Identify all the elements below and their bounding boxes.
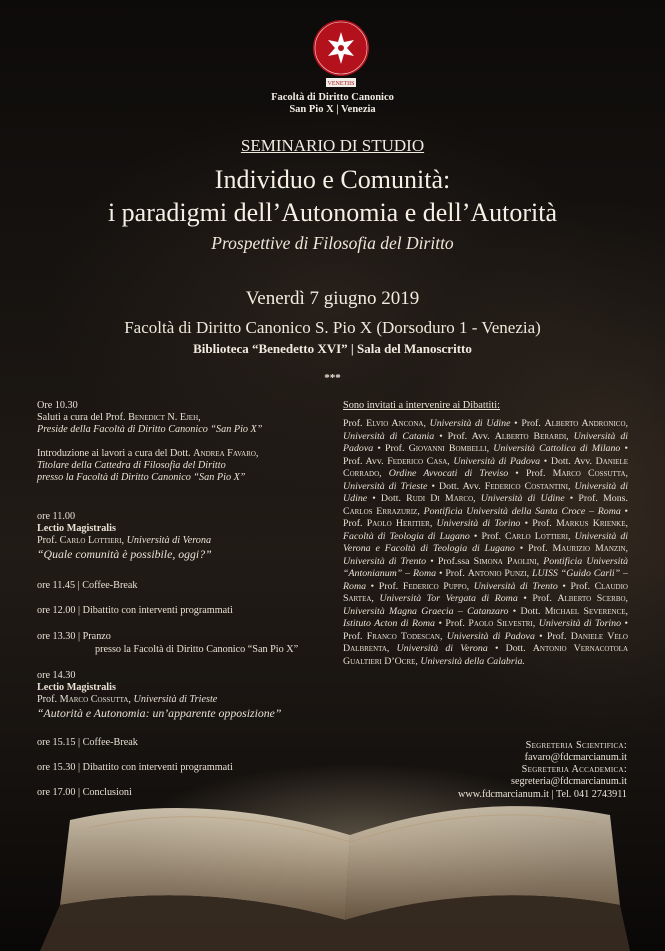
invitee-affiliation: Università di Udine bbox=[480, 493, 565, 504]
invitee-title: Prof. Avv. bbox=[343, 455, 388, 467]
program-greetings bbox=[37, 412, 201, 424]
program-debate: ore 15.30 | Dibattito con interventi programmati bbox=[37, 762, 233, 773]
speaker-name: Carlo Lottieri, bbox=[59, 535, 125, 546]
program-role bbox=[37, 460, 226, 472]
invitee-name: Michael Severence bbox=[544, 605, 626, 617]
program-text: Saluti a cura del Prof. bbox=[37, 412, 129, 423]
program-text: Preside della Facoltà di Diritto Canonico “San Pio X” bbox=[37, 424, 263, 435]
invitee-affiliation: Pontificia Università “Antonianum” – Roma bbox=[343, 555, 629, 579]
speaker-affiliation: Università di Trieste bbox=[130, 694, 218, 705]
invitee-affiliation: Facoltà di Teologia di Lugano bbox=[343, 530, 470, 542]
invitee-affiliation: Università Cattolica di Milano bbox=[493, 443, 621, 454]
invitee-name: Franco Todescan bbox=[366, 630, 440, 642]
event-title-line2: i paradigmi dell’Autonomia e dell’Autorità bbox=[107, 198, 558, 227]
invitee-name: Federico Costantini bbox=[484, 480, 568, 492]
invitee-name: Alberto Andronico bbox=[544, 418, 626, 429]
invitee-name: Paolo Heritier bbox=[366, 518, 430, 529]
invitee-name: Alberto Berardi bbox=[494, 430, 567, 442]
invitee-name: Paolo Silvestri bbox=[468, 618, 533, 629]
program-coffee-break: ore 11.45 | Coffee-Break bbox=[37, 580, 138, 591]
lectio-quote: “Autorità e Autonomia: un’apparente opposizione” bbox=[37, 706, 282, 720]
invitee-name: Daniele Velo Dalbrenta bbox=[343, 630, 628, 654]
invitee-affiliation: Ordine Avvocati di Treviso bbox=[388, 468, 509, 479]
invitee-title: Prof. bbox=[384, 443, 409, 454]
event-title-line1: Individuo e Comunità: bbox=[214, 165, 451, 194]
invitee-title: Prof. bbox=[378, 580, 403, 592]
event-subtitle: Prospettive di Filosofia del Diritto bbox=[211, 233, 454, 253]
invitee-name: Carlos Errazuriz bbox=[343, 505, 418, 517]
invitee-name: Simona Paolini bbox=[473, 555, 537, 567]
invitee-title: Prof. bbox=[343, 630, 367, 642]
institution-location: San Pio X | Venezia bbox=[289, 104, 376, 115]
invitee-name: Elvio Ancona bbox=[366, 418, 424, 429]
invitee-affiliation: Università di Verona e Facoltà di Teologia di Lugano bbox=[343, 530, 629, 554]
institution-name: Facoltà di Diritto Canonico bbox=[271, 92, 394, 103]
invitee-title: Prof. bbox=[532, 593, 558, 604]
program-text: presso la Facoltà di Diritto Canonico “San Pio X” bbox=[37, 472, 246, 483]
invitee-name: Markus Krienke bbox=[555, 518, 626, 529]
invitee-affiliation: Università di Udine bbox=[429, 418, 511, 429]
invitee-title: Dott. bbox=[380, 493, 407, 504]
invitee-affiliation: Università di Padova bbox=[343, 430, 628, 454]
academic-secretariat-label: Segreteria Accademica: bbox=[521, 764, 627, 775]
invitee-title: Prof. bbox=[343, 518, 367, 529]
invitee-affiliation: Università Magna Graecia – Catanzaro bbox=[343, 605, 509, 617]
program-debate: ore 12.00 | Dibattito con interventi programmati bbox=[37, 605, 233, 616]
invitee-title: Dott. bbox=[505, 643, 533, 654]
speaker-name: Marco Cossutta, bbox=[59, 694, 131, 705]
invitee-name: Alberto Scerbo bbox=[557, 593, 626, 604]
invitee-title: Prof. Avv. bbox=[447, 430, 495, 442]
invitee-title: Prof. bbox=[521, 418, 545, 429]
program-text: Introduzione ai lavori a cura del Dott. bbox=[37, 448, 194, 459]
separator: *** bbox=[324, 372, 341, 384]
program-role bbox=[37, 424, 262, 436]
program-conclusions: ore 17.00 | Conclusioni bbox=[37, 787, 132, 798]
program-text: Titolare della Cattedra di Filosofia del Diritto bbox=[37, 460, 226, 471]
invitee-title: Prof. bbox=[481, 530, 506, 542]
invitee-title: Dott. Avv. bbox=[550, 455, 596, 467]
invitee-name: Carlo Lottieri bbox=[505, 530, 568, 542]
invitee-affiliation: Università di Trieste bbox=[343, 480, 428, 492]
invitee-title: Prof. bbox=[546, 630, 571, 642]
faculty-seal-logo bbox=[308, 12, 374, 92]
invitee-name: Giovanni Bombelli bbox=[408, 443, 487, 454]
invitee-name: Antonio Vernacotola Gualtieri D’Ocre bbox=[343, 643, 629, 667]
scientific-secretariat-label: Segreteria Scientifica: bbox=[525, 740, 627, 751]
invitee-title: Prof. bbox=[570, 580, 595, 592]
speaker-name: Andrea Favaro, bbox=[193, 448, 259, 459]
website-link[interactable]: www.fdcmarcianum.it bbox=[457, 789, 549, 800]
invitee-title: Prof. bbox=[528, 543, 553, 554]
invitee-title: Prof. bbox=[532, 518, 556, 529]
invitee-name: Claudio Sartea bbox=[343, 580, 628, 604]
invitee-affiliation: Università di Verona bbox=[396, 643, 488, 654]
contact-line: www.fdcmarcianum.it | Tel. 041 2743911 bbox=[457, 789, 627, 800]
invitee-title: Prof. bbox=[445, 568, 468, 579]
invitee-title: Prof. bbox=[525, 468, 553, 479]
invitee-affiliation: Università di Torino bbox=[538, 618, 622, 629]
speaker-affiliation: Università di Verona bbox=[124, 535, 212, 546]
event-kicker: SEMINARIO DI STUDIO bbox=[240, 136, 425, 155]
lectio-title: Lectio Magistralis bbox=[37, 682, 116, 693]
phone-number: Tel. 041 2743911 bbox=[555, 789, 627, 800]
invitee-affiliation: LUISS “Guido Carli” – Roma bbox=[343, 568, 628, 592]
event-date: Venerdì 7 giugno 2019 bbox=[245, 288, 420, 309]
invitee-name: Daniele Corrado bbox=[343, 455, 629, 479]
invitee-title: Dott. Avv. bbox=[439, 480, 485, 492]
lectio-speaker bbox=[37, 694, 217, 706]
invitee-name: Antonio Punzi bbox=[467, 568, 527, 579]
lectio-quote: “Quale comunità è possibile, oggi?” bbox=[37, 547, 212, 561]
invitee-affiliation: Università di Torino bbox=[436, 518, 521, 529]
invitee-title: Prof. bbox=[343, 418, 367, 429]
program-coffee-break: ore 15.15 | Coffee-Break bbox=[37, 737, 138, 748]
program-role bbox=[37, 472, 245, 484]
program-lunch: ore 13.30 | Pranzo bbox=[37, 631, 111, 642]
program-text: Prof. bbox=[37, 694, 60, 705]
invitee-affiliation: Pontificia Università della Santa Croce – Roma bbox=[423, 505, 621, 517]
invitee-affiliation: Università Tor Vergata di Roma bbox=[379, 593, 518, 604]
invitee-affiliation: Università della Calabria. bbox=[420, 655, 525, 667]
program-time: Ore 10.30 bbox=[37, 400, 78, 411]
event-room: Biblioteca “Benedetto XVI” | Sala del Manoscritto bbox=[193, 341, 472, 356]
invitee-name: Federico Casa bbox=[387, 455, 448, 467]
invitee-title: Prof. bbox=[445, 618, 469, 629]
invitati-list: Prof. Elvio Ancona, Università di Udine • Prof. Alberto Andronico, Università di Catania • Prof. Avv. Alberto Berardi, Università di Padova • Prof. Giovanni Bombelli, Università Cattolica di Milano • Prof. Avv. Federico Casa, Università di Padova • Dott. Avv. Daniele Corrado, Ordine Avvocati di Treviso • Prof. Marco Cossutta, Università di Trieste • Dott. Avv. Federico Costantini, Università di Udine • Dott. Rudi Di Marco, Università di Udine • Prof. Mons. Carlos Errazuriz, Pontificia Università della Santa Croce – Roma • Prof. Paolo Heritier, Università di Torino • Prof. Markus Krienke, Facoltà di Teologia di Lugano • Prof. Carlo Lottieri, Università di Verona e Facoltà di Teologia di Lugano • Prof. Maurizio Manzin, Università di Trento • Prof.ssa Simona Paolini, Pontificia Università “Antonianum” – Roma • Prof. Antonio Punzi, LUISS “Guido Carli” – Roma • Prof. Federico Puppo, Università di Trento • Prof. Claudio Sartea, Università Tor Vergata di Roma • Prof. Alberto Scerbo, Università Magna Graecia – Catanzaro • Dott. Michael Severence, Istituto Acton di Roma • Prof. Paolo Silvestri, Università di Torino • Prof. Franco Todescan, Università di Padova • Prof. Daniele Velo Dalbrenta, Università di Verona • Dott. Antonio Vernacotola Gualtieri D’Ocre, Università della Calabria. bbox=[343, 418, 629, 667]
seal-city-text: VENETIIS bbox=[327, 81, 355, 87]
program-text: Prof. bbox=[37, 535, 60, 546]
invitee-name: Rudi Di Marco bbox=[406, 493, 474, 504]
event-venue: Facoltà di Diritto Canonico S. Pio X (Dorsoduro 1 - Venezia) bbox=[124, 318, 541, 337]
speaker-name: Benedict N. Ejeh, bbox=[128, 412, 201, 423]
invitee-affiliation: Università di Trento bbox=[343, 555, 427, 567]
program-time: ore 14.30 bbox=[37, 670, 76, 681]
invitee-affiliation: Università di Trento bbox=[473, 580, 558, 592]
program-lunch-location: presso la Facoltà di Diritto Canonico “San Pio X” bbox=[95, 644, 299, 655]
invitee-affiliation: Università di Udine bbox=[343, 480, 628, 504]
invitee-name: Federico Puppo bbox=[402, 580, 467, 592]
invitee-affiliation: Istituto Acton di Roma bbox=[343, 618, 435, 629]
invitee-affiliation: Università di Padova bbox=[446, 630, 535, 642]
invitee-title: Prof.ssa bbox=[437, 555, 474, 567]
academic-secretariat-email[interactable]: segreteria@fdcmarcianum.it bbox=[510, 776, 627, 787]
scientific-secretariat-email[interactable]: favaro@fdcmarcianum.it bbox=[524, 752, 627, 763]
invitee-affiliation: Università di Padova bbox=[453, 455, 541, 467]
program-time: ore 11.00 bbox=[37, 511, 76, 522]
lectio-speaker bbox=[37, 535, 211, 547]
lectio-title: Lectio Magistralis bbox=[37, 523, 116, 534]
invitee-title: Prof. Mons. bbox=[578, 493, 628, 504]
program-introduction bbox=[37, 448, 258, 460]
invitee-affiliation: Università di Catania bbox=[343, 430, 435, 442]
invitee-name: Marco Cossutta bbox=[552, 468, 626, 479]
invitee-name: Maurizio Manzin bbox=[552, 543, 626, 554]
invitati-heading: Sono invitati a intervenire ai Dibattiti: bbox=[343, 400, 500, 411]
invitee-title: Dott. bbox=[520, 605, 545, 617]
